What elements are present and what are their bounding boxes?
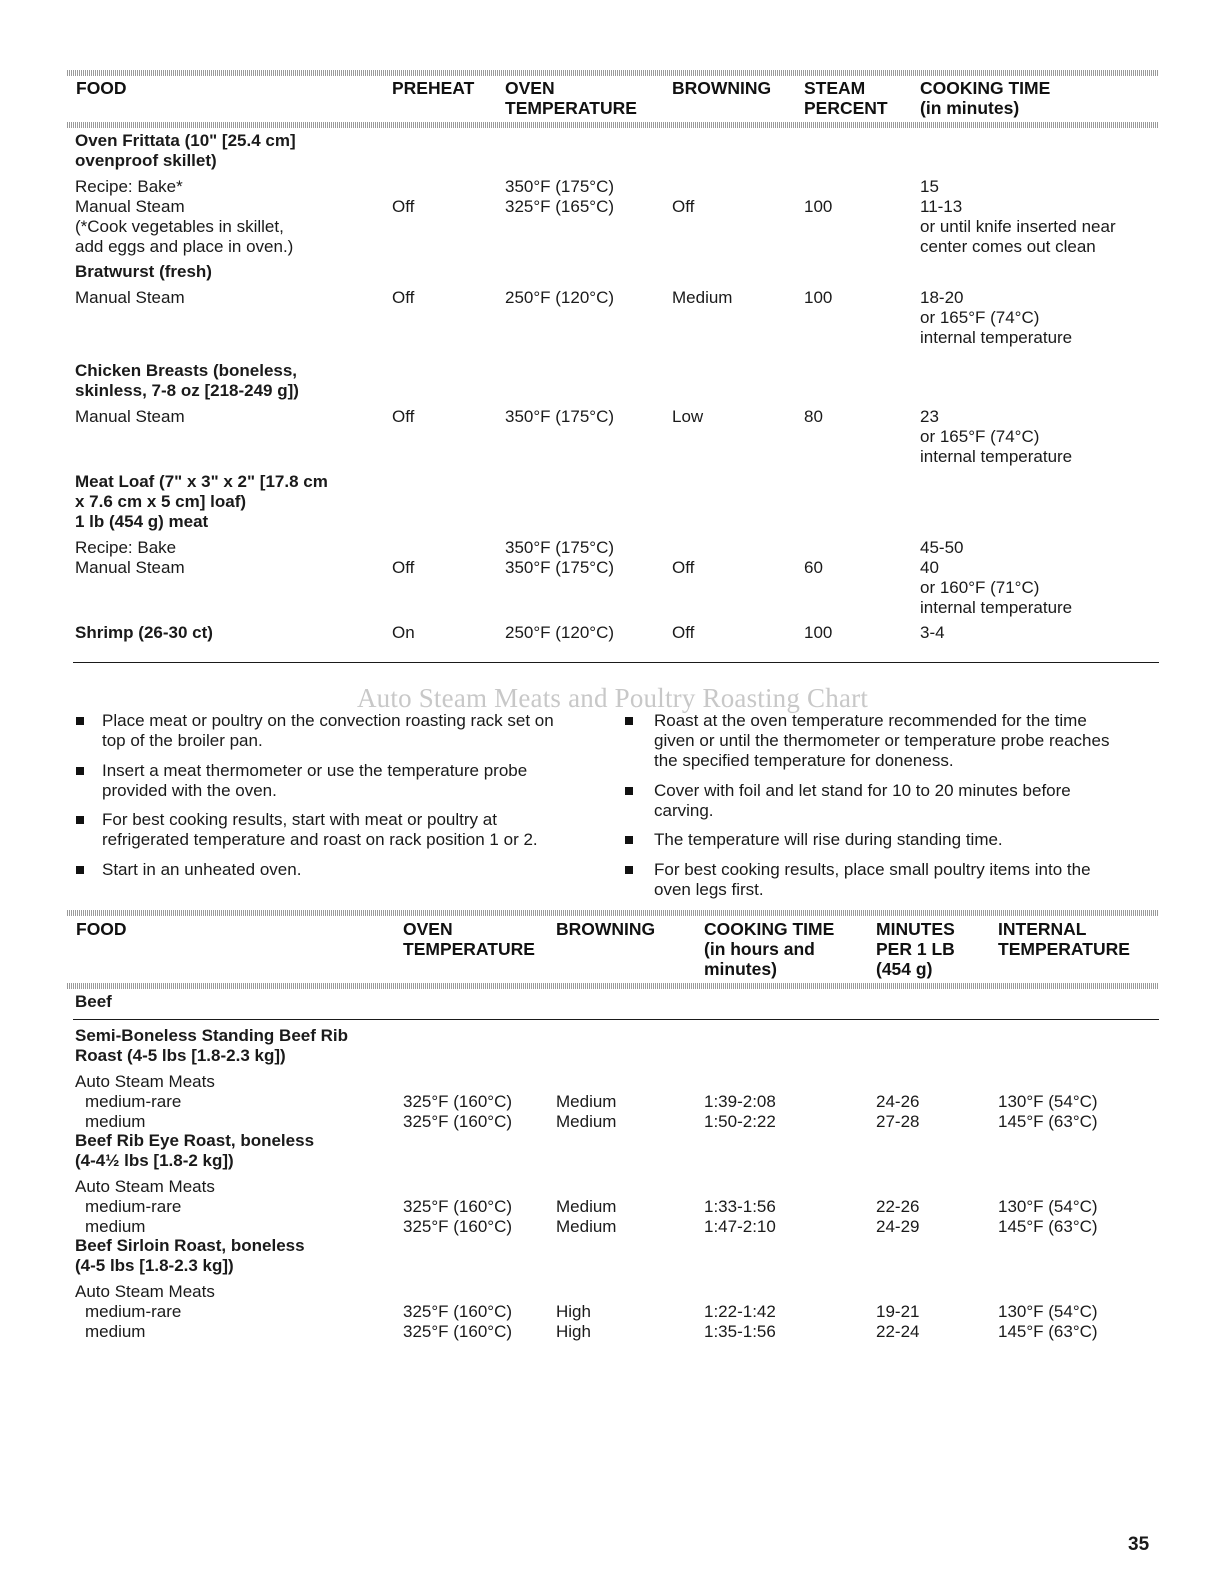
internal-cell: 130°F (54°C) <box>998 1197 1098 1216</box>
time-cell: 3-4 <box>920 623 945 642</box>
internal-cell: 145°F (63°C) <box>998 1112 1098 1131</box>
minutes-cell: 24-29 <box>876 1217 920 1236</box>
food-name: ovenproof skillet) <box>75 151 217 170</box>
time-cell: or until knife inserted near <box>920 217 1116 236</box>
minutes-cell: 27-28 <box>876 1112 920 1131</box>
category-label: Beef <box>75 992 112 1011</box>
t1-header-percent: PERCENT <box>804 98 888 118</box>
time-cell: 1:50-2:22 <box>704 1112 776 1131</box>
food-cell: Recipe: Bake <box>75 538 177 557</box>
table1-top-border <box>67 70 1159 76</box>
t2-header-per-lb: PER 1 LB <box>876 939 955 959</box>
t1-header-temperature: TEMPERATURE <box>505 98 637 118</box>
t1-header-preheat: PREHEAT <box>392 78 475 98</box>
preheat-cell: Off <box>392 558 415 577</box>
internal-cell: 145°F (63°C) <box>998 1217 1098 1236</box>
time-cell: 1:35-1:56 <box>704 1322 776 1341</box>
food-cell: Manual Steam <box>75 288 185 307</box>
minutes-cell: 24-26 <box>876 1092 920 1111</box>
food-cell: medium-rare <box>85 1092 182 1111</box>
t1-header-steam: STEAM <box>804 78 866 98</box>
browning-cell: Low <box>672 407 704 426</box>
bullet-text: Cover with foil and let stand for 10 to 20 minutes before carving. <box>654 781 1071 820</box>
browning-cell: Off <box>672 623 695 642</box>
food-cell: Recipe: Bake* <box>75 177 183 196</box>
bullet-icon <box>76 816 84 824</box>
bullet-text: The temperature will rise during standing time. <box>654 830 1003 849</box>
food-name: 1 lb (454 g) meat <box>75 512 209 531</box>
table2-top-border <box>67 910 1159 916</box>
minutes-cell: 22-26 <box>876 1197 920 1216</box>
oven-cell: 350°F (175°C) <box>505 558 615 577</box>
food-name: Bratwurst (fresh) <box>75 262 212 281</box>
section-title: Auto Steam Meats and Poultry Roasting Chart <box>356 683 869 713</box>
time-cell: 23 <box>920 407 939 426</box>
oven-cell: 325°F (160°C) <box>403 1112 513 1131</box>
mode-cell: Auto Steam Meats <box>75 1072 215 1091</box>
time-cell: or 160°F (71°C) <box>920 578 1040 597</box>
time-cell: 15 <box>920 177 939 196</box>
bullet-icon <box>625 787 633 795</box>
time-cell: 45-50 <box>920 538 964 557</box>
t1-header-cooking-time: COOKING TIME <box>920 78 1051 98</box>
food-name: Meat Loaf (7" x 3" x 2" [17.8 cm <box>75 472 328 491</box>
food-cell: medium <box>85 1217 146 1236</box>
food-cell: medium <box>85 1322 146 1341</box>
bullet-icon <box>76 767 84 775</box>
oven-cell: 250°F (120°C) <box>505 288 615 307</box>
time-cell: 18-20 <box>920 288 964 307</box>
time-cell: or 165°F (74°C) <box>920 427 1040 446</box>
t2-header-int-temperature: TEMPERATURE <box>998 939 1130 959</box>
oven-cell: 250°F (120°C) <box>505 623 615 642</box>
time-cell: 1:22-1:42 <box>704 1302 776 1321</box>
t2-header-minutes: MINUTES <box>876 919 955 939</box>
bullet-icon <box>625 866 633 874</box>
time-cell: 1:47-2:10 <box>704 1217 776 1236</box>
time-cell: 1:33-1:56 <box>704 1197 776 1216</box>
food-cell: Manual Steam <box>75 197 185 216</box>
bullet-text: Start in an unheated oven. <box>102 860 302 879</box>
oven-cell: 325°F (165°C) <box>505 197 615 216</box>
steam-cell: 100 <box>804 197 833 216</box>
oven-cell: 350°F (175°C) <box>505 538 615 557</box>
table1-header-border <box>67 122 1159 128</box>
preheat-cell: Off <box>392 288 415 307</box>
oven-cell: 325°F (160°C) <box>403 1092 513 1111</box>
t2-header-grams: (454 g) <box>876 959 933 979</box>
food-cell: medium-rare <box>85 1197 182 1216</box>
time-cell: or 165°F (74°C) <box>920 308 1040 327</box>
minutes-cell: 19-21 <box>876 1302 920 1321</box>
steam-cell: 80 <box>804 407 823 426</box>
bullet-icon <box>76 717 84 725</box>
food-name: (4-5 lbs [1.8-2.3 kg]) <box>75 1256 234 1275</box>
food-name: Roast (4-5 lbs [1.8-2.3 kg]) <box>75 1046 286 1065</box>
preheat-cell: Off <box>392 407 415 426</box>
t1-header-in-minutes: (in minutes) <box>920 98 1020 118</box>
food-cell: medium-rare <box>85 1302 182 1321</box>
t2-header-oven: OVEN <box>403 919 453 939</box>
oven-cell: 325°F (160°C) <box>403 1322 513 1341</box>
browning-cell: Medium <box>556 1092 617 1111</box>
table2-header-border <box>67 983 1159 989</box>
bullet-text: For best cooking results, place small poultry items into the oven legs first. <box>654 860 1091 899</box>
food-name: skinless, 7-8 oz [218-249 g]) <box>75 381 299 400</box>
t1-header-oven: OVEN <box>505 78 555 98</box>
t2-header-internal: INTERNAL <box>998 919 1087 939</box>
t2-header-food: FOOD <box>76 919 127 939</box>
bullet-text: Roast at the oven temperature recommended for the time given or until the thermometer or temperature probe reaches the specified temperature for doneness. <box>654 711 1110 770</box>
minutes-cell: 22-24 <box>876 1322 920 1341</box>
preheat-cell: On <box>392 623 415 642</box>
steam-cell: 100 <box>804 288 833 307</box>
food-name: Semi-Boneless Standing Beef Rib <box>75 1026 348 1045</box>
preheat-cell: Off <box>392 197 415 216</box>
category-rule <box>73 1019 1159 1020</box>
time-cell: 11-13 <box>920 197 963 216</box>
mode-cell: Auto Steam Meats <box>75 1177 215 1196</box>
internal-cell: 145°F (63°C) <box>998 1322 1098 1341</box>
internal-cell: 130°F (54°C) <box>998 1092 1098 1111</box>
food-name: (4-4½ lbs [1.8-2 kg]) <box>75 1151 234 1170</box>
steam-cell: 60 <box>804 558 823 577</box>
t1-header-food: FOOD <box>76 78 127 98</box>
browning-cell: Off <box>672 197 695 216</box>
bullet-text: Insert a meat thermometer or use the temperature probe provided with the oven. <box>102 761 528 800</box>
food-name: Oven Frittata (10" [25.4 cm] <box>75 131 296 150</box>
t2-header-browning: BROWNING <box>556 919 656 939</box>
food-name: Beef Sirloin Roast, boneless <box>75 1236 305 1255</box>
browning-cell: Medium <box>672 288 733 307</box>
food-cell: Manual Steam <box>75 558 185 577</box>
t2-header-in-hours: (in hours and <box>704 939 815 959</box>
browning-cell: Medium <box>556 1197 617 1216</box>
browning-cell: High <box>556 1302 591 1321</box>
bullet-icon <box>625 717 633 725</box>
food-name: Beef Rib Eye Roast, boneless <box>75 1131 315 1150</box>
browning-cell: High <box>556 1322 591 1341</box>
internal-cell: 130°F (54°C) <box>998 1302 1098 1321</box>
bullet-text: For best cooking results, start with meat or poultry at refrigerated temperature and roast on rack position 1 or 2. <box>102 810 538 849</box>
food-name: Chicken Breasts (boneless, <box>75 361 298 380</box>
oven-cell: 325°F (160°C) <box>403 1302 513 1321</box>
bullet-icon <box>625 836 633 844</box>
t2-header-minutes-word: minutes) <box>704 959 777 979</box>
time-cell: internal temperature <box>920 328 1073 347</box>
browning-cell: Medium <box>556 1112 617 1131</box>
food-name: x 7.6 cm x 5 cm] loaf) <box>75 492 247 511</box>
food-cell: (*Cook vegetables in skillet, <box>75 217 284 236</box>
t1-header-browning: BROWNING <box>672 78 772 98</box>
food-cell: Manual Steam <box>75 407 185 426</box>
time-cell: internal temperature <box>920 447 1073 466</box>
food-name: Shrimp (26-30 ct) <box>75 623 213 642</box>
bullet-icon <box>76 866 84 874</box>
time-cell: 1:39-2:08 <box>704 1092 776 1111</box>
time-cell: internal temperature <box>920 598 1073 617</box>
t2-header-temperature: TEMPERATURE <box>403 939 535 959</box>
oven-cell: 350°F (175°C) <box>505 177 615 196</box>
table1-bottom-rule <box>73 662 1159 663</box>
steam-cell: 100 <box>804 623 833 642</box>
time-cell: 40 <box>920 558 939 577</box>
page-number: 35 <box>1128 1534 1150 1555</box>
mode-cell: Auto Steam Meats <box>75 1282 215 1301</box>
browning-cell: Off <box>672 558 695 577</box>
food-cell: add eggs and place in oven.) <box>75 237 294 256</box>
browning-cell: Medium <box>556 1217 617 1236</box>
oven-cell: 350°F (175°C) <box>505 407 615 426</box>
t2-header-cooking-time: COOKING TIME <box>704 919 835 939</box>
time-cell: center comes out clean <box>920 237 1096 256</box>
oven-cell: 325°F (160°C) <box>403 1197 513 1216</box>
oven-cell: 325°F (160°C) <box>403 1217 513 1236</box>
food-cell: medium <box>85 1112 146 1131</box>
bullet-text: Place meat or poultry on the convection roasting rack set on top of the broiler pan. <box>102 711 554 750</box>
